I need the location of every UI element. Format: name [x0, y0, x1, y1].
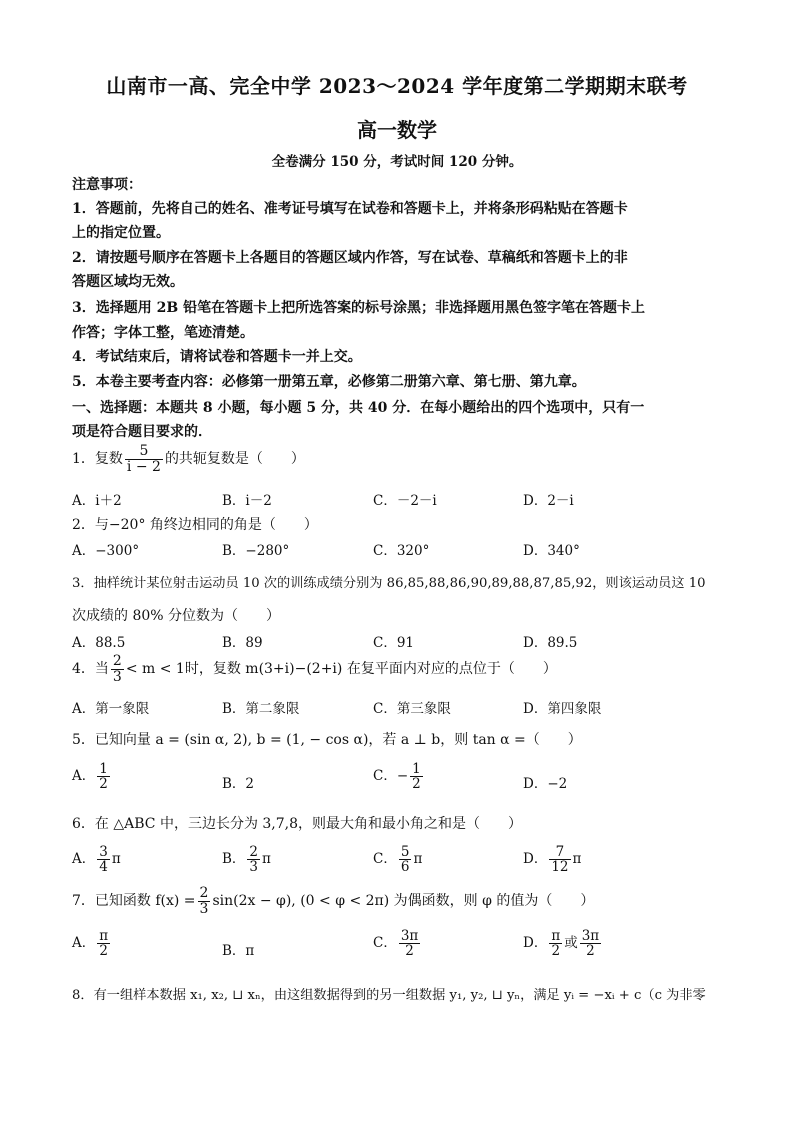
option-b: B．i－2: [222, 493, 272, 509]
exam-info: 全卷满分 150 分，考试时间 120 分钟。: [271, 154, 523, 170]
fraction: $\frac{2}{3}$: [112, 653, 122, 685]
question-3: 3．抽样统计某位射击运动员 10 次的训练成绩分别为 86,85,88,86,90,89,88,87,85,92，则该运动员这 10: [72, 576, 706, 591]
option-c: C．第三象限: [373, 701, 451, 717]
option-c: C．320°: [373, 543, 430, 559]
question-5: 5．已知向量 a = (sin α, 2), b = (1, − cos α)，若 a ⊥ b，则 tan α =（ ）: [72, 732, 582, 748]
note-line: 上的指定位置。: [72, 225, 170, 241]
option-a: A．i＋2: [72, 493, 122, 509]
option-b: B． $\frac{2}{3}$ π: [222, 844, 271, 876]
option-c: C．− $\frac{1}{2}$: [373, 761, 421, 793]
option-b: B．−280°: [222, 543, 290, 559]
question-4: 4．当 $\frac{2}{3}$ < m < 1时，复数 m(3+i)−(2+i) 在复平面内对应的点位于（ ）: [72, 653, 557, 685]
question-2: 2．与−20° 角终边相同的角是（ ）: [72, 517, 318, 533]
section-heading-cont: 项是符合题目要求的．: [72, 424, 212, 440]
option-b: B．第二象限: [222, 701, 300, 717]
option-b: B．89: [222, 635, 263, 651]
option-c: C． $\frac{5}{6}$ π: [373, 844, 423, 876]
option-b: B．2: [222, 776, 255, 792]
note-line: 5．本卷主要考查内容：必修第一册第五章，必修第二册第六章、第七册、第九章。: [72, 374, 586, 390]
note-line: 1．答题前，先将自己的姓名、准考证号填写在试卷和答题卡上，并将条形码粘贴在答题卡: [72, 201, 628, 217]
exam-subject: 高一数学: [357, 118, 437, 142]
fraction: $\frac{2}{3}$: [199, 885, 209, 917]
option-a: A． $\frac{1}{2}$: [72, 761, 108, 793]
question-7: 7．已知函数 f(x) = $\frac{2}{3}$ sin(2x − φ), (0 < φ < 2π) 为偶函数，则 φ 的值为（ ）: [72, 885, 595, 917]
note-line: 4．考试结束后，请将试卷和答题卡一并上交。: [72, 349, 362, 365]
option-d: D．2－i: [523, 493, 574, 509]
option-a: A． $\frac{\pi}{2}$: [72, 928, 109, 960]
option-d: D．89.5: [523, 635, 578, 651]
section-heading: 一、选择题：本题共 8 小题，每小题 5 分，共 40 分．在每小题给出的四个选项中，只有一: [72, 400, 645, 416]
note-line: 2．请按题号顺序在答题卡上各题目的答题区域内作答，写在试卷、草稿纸和答题卡上的非: [72, 250, 628, 266]
note-line: 答题区域均无效。: [72, 274, 184, 290]
option-d: D．第四象限: [523, 701, 602, 717]
note-line: 作答；字体工整，笔迹清楚。: [72, 325, 254, 341]
question-1: 1．复数 $\frac{5}{i - 2}$ 的共轭复数是（ ）: [72, 443, 305, 475]
note-line: 3．选择题用 2B 铅笔在答题卡上把所选答案的标号涂黑；非选择题用黑色签字笔在答题卡上: [72, 300, 646, 316]
question-3-cont: 次成绩的 80% 分位数为（ ）: [72, 608, 281, 624]
option-c: C． $\frac{3\pi}{2}$: [373, 928, 419, 960]
exam-title: 山南市一高、完全中学 2023～2024 学年度第二学期期末联考: [106, 74, 688, 98]
option-c: C．－2－i: [373, 493, 437, 509]
option-a: A．88.5: [72, 635, 126, 651]
option-a: A．−300°: [72, 543, 140, 559]
option-d: D． $\frac{7}{12}$ π: [523, 844, 582, 876]
option-b: B．π: [222, 943, 255, 959]
option-a: A． $\frac{3}{4}$ π: [72, 844, 121, 876]
notes-heading: 注意事项：: [72, 177, 142, 193]
option-c: C．91: [373, 635, 415, 651]
fraction: $\frac{5}{i - 2}$: [126, 443, 161, 475]
question-6: 6．在 △ABC 中，三边长分为 3,7,8，则最大角和最小角之和是（ ）: [72, 816, 523, 832]
option-a: A．第一象限: [72, 701, 150, 717]
option-d: D．−2: [523, 776, 568, 792]
question-8: 8．有一组样本数据 x₁, x₂, ⊔ xₙ，由这组数据得到的另一组数据 y₁, y₂, ⊔ yₙ，满足 yᵢ = −xᵢ + c（c 为非零: [72, 988, 706, 1003]
option-d: D． $\frac{\pi}{2}$ 或 $\frac{3\pi}{2}$: [523, 928, 600, 960]
option-d: D．340°: [523, 543, 580, 559]
